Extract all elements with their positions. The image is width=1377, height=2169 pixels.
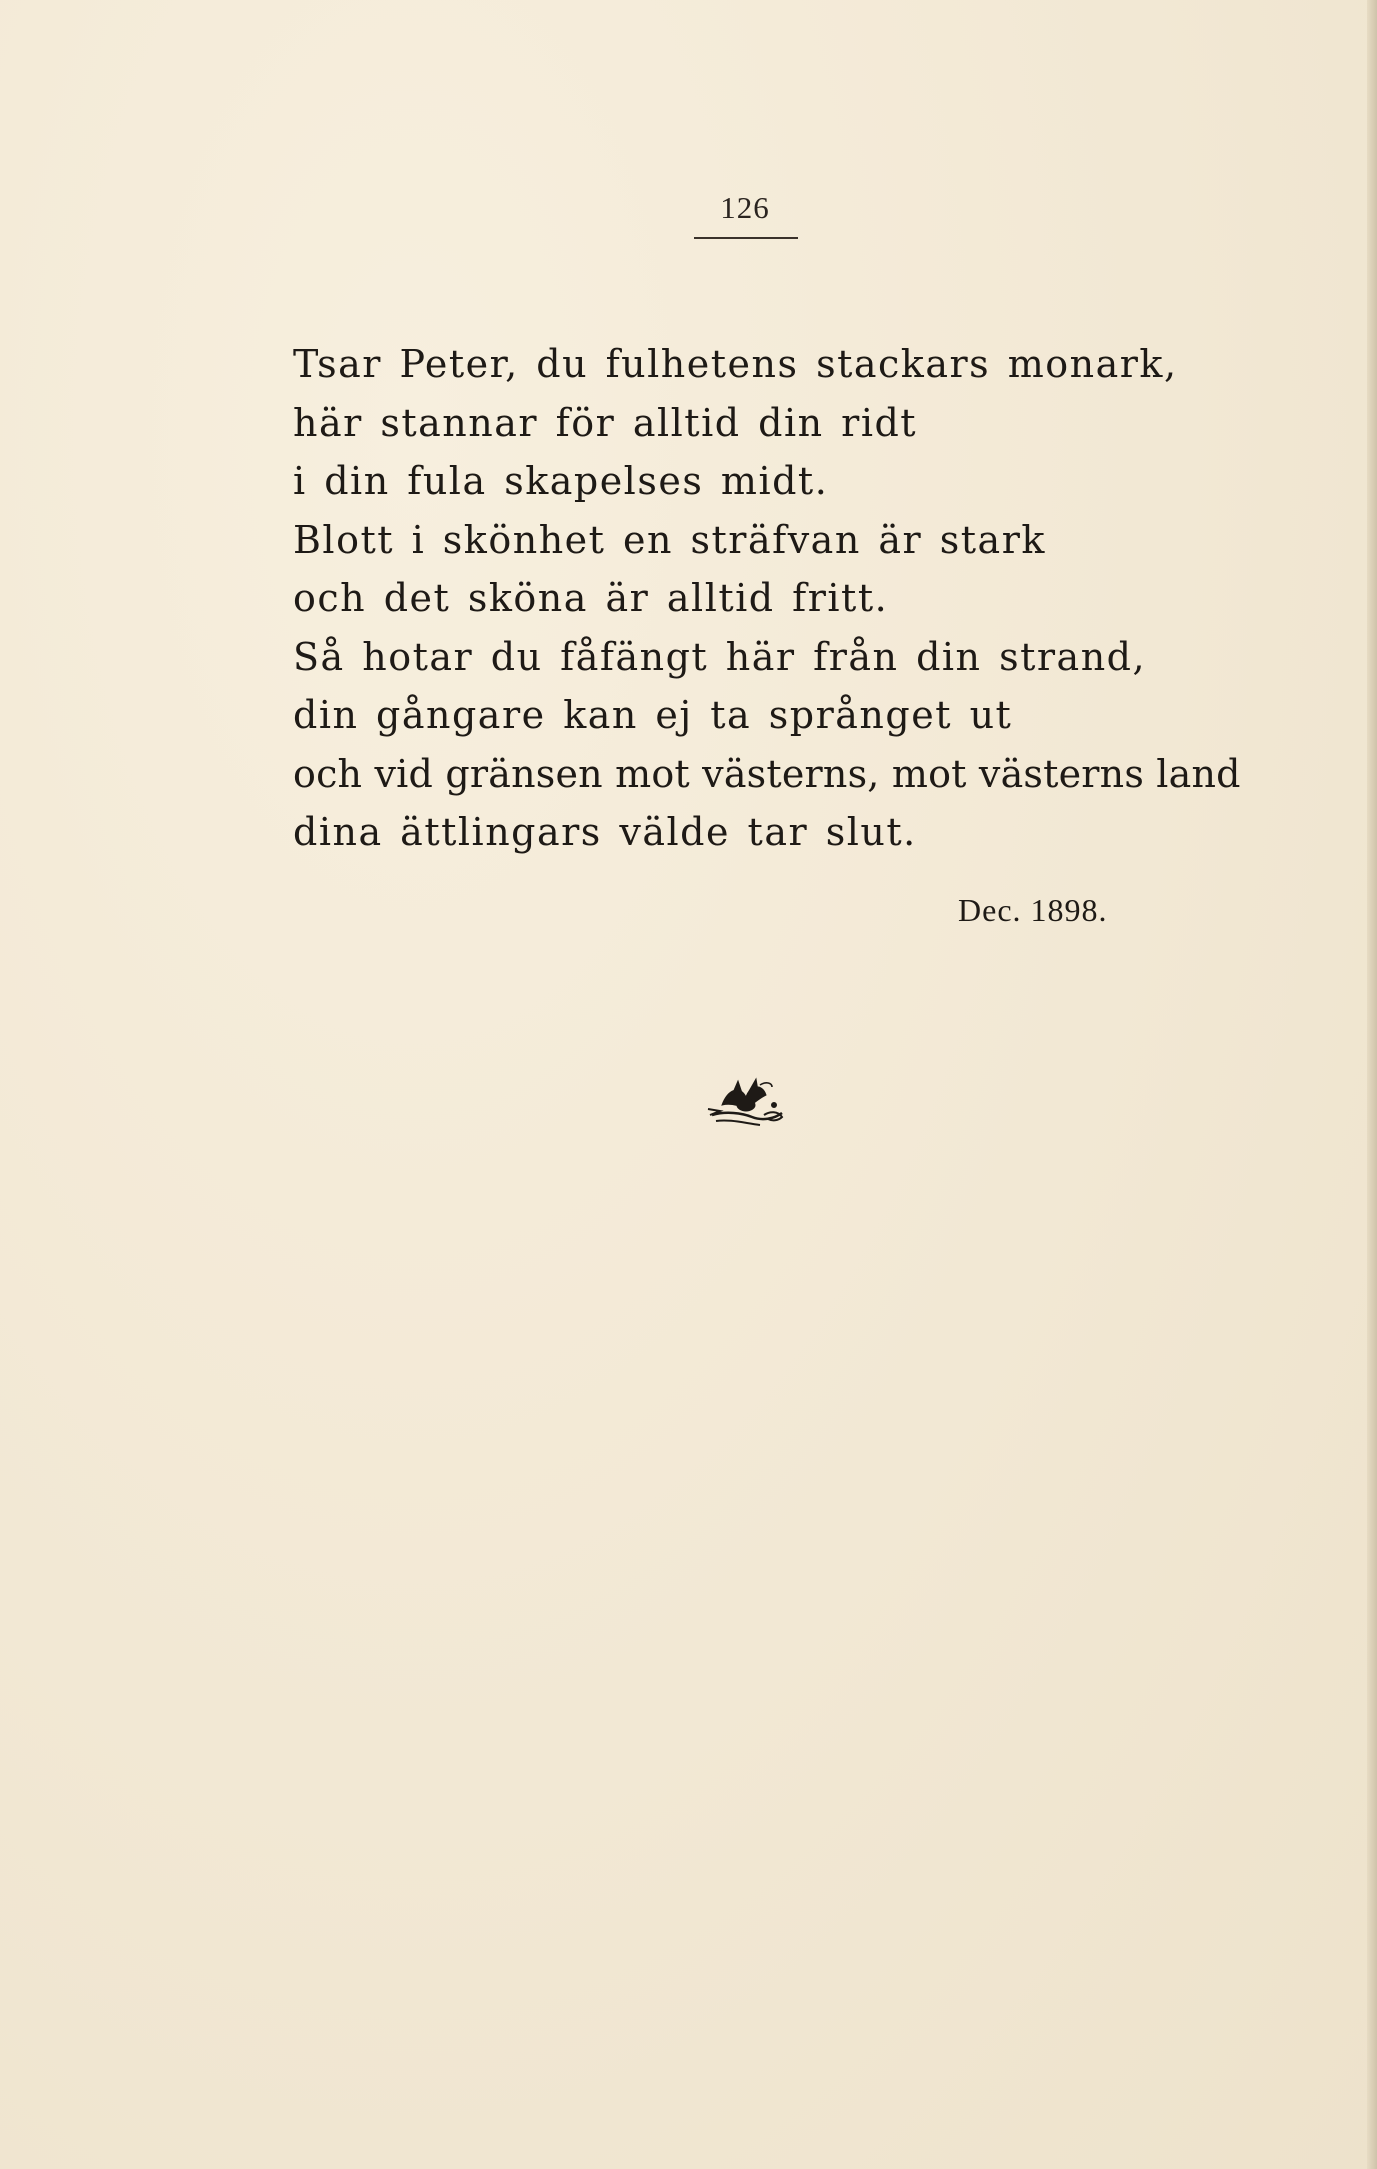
poem (293, 335, 1241, 862)
poem-line-6: Så hotar du fåfängt här från din strand, (293, 634, 1147, 679)
poem-line-1: Tsar Peter, du fulhetens stackars monark, (293, 342, 1178, 386)
poem-line-7: din gångare kan ej ta språnget ut (293, 693, 1013, 737)
page-number-rule (694, 237, 798, 239)
poem-line-2: här stannar för alltid din ridt (293, 400, 918, 445)
poem-line-8: och vid gränsen mot västerns, mot västerns land (293, 751, 1241, 796)
poem-line-5: och det sköna är alltid fritt. (293, 576, 889, 620)
floral-tailpiece-icon (702, 1075, 788, 1133)
page-edge (1367, 0, 1377, 2169)
page-number: 126 (720, 190, 770, 225)
poem-line-9: dina ättlingars välde tar slut. (293, 810, 917, 854)
poem-line-4: Blott i skönhet en sträfvan är stark (293, 517, 1046, 562)
poem-date: Dec. 1898. (958, 892, 1108, 928)
poem-line-3: i din fula skapelses midt. (293, 459, 829, 503)
